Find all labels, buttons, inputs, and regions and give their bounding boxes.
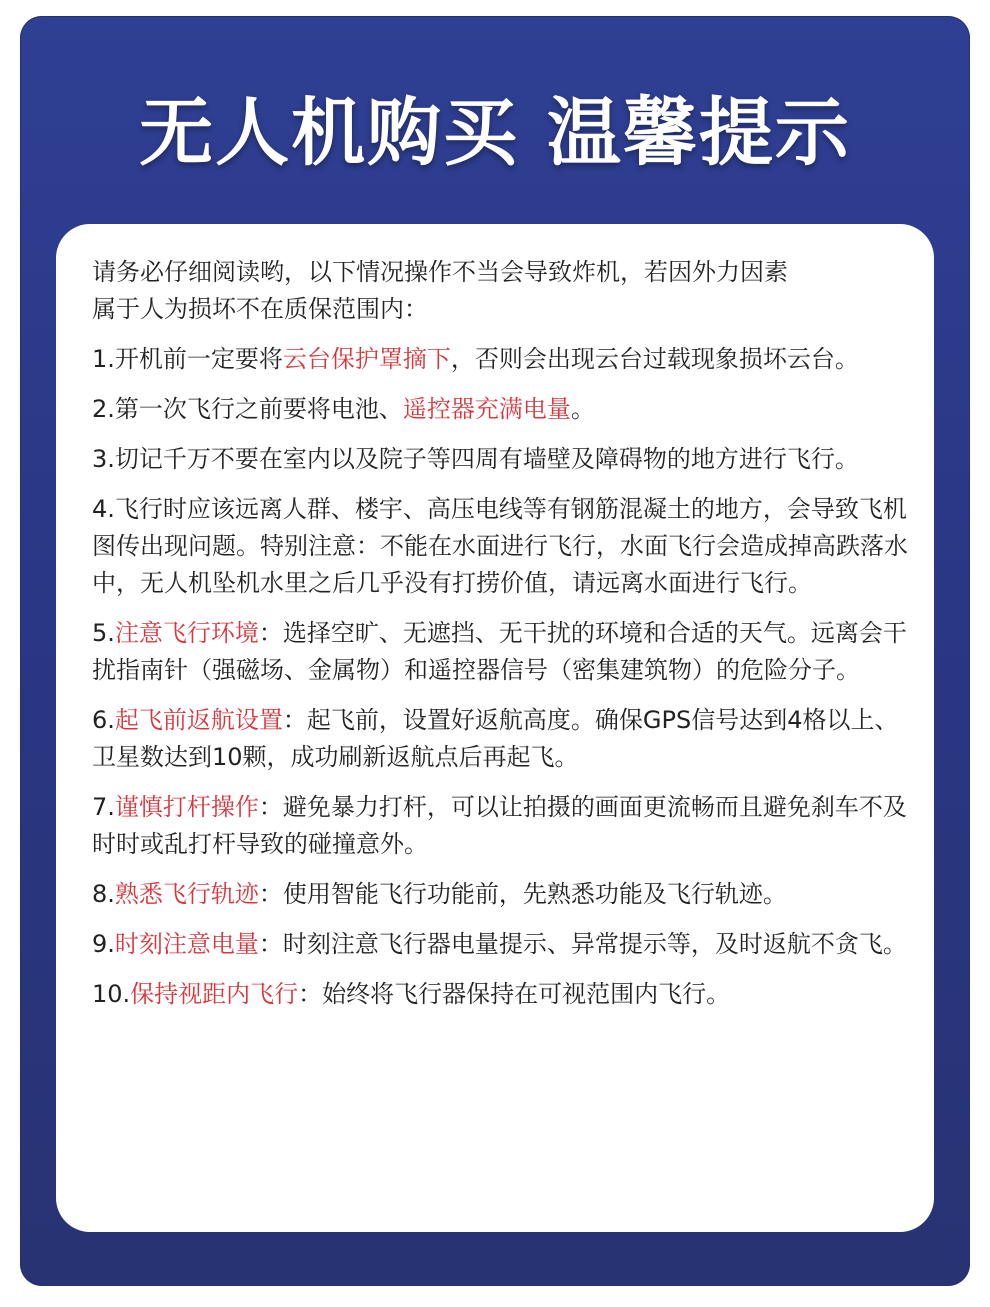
tip-item-4 bbox=[92, 491, 912, 602]
tip-text: 10. bbox=[92, 980, 131, 1008]
tip-text: 3.切记千万不要在室内以及院子等四周有墙壁及障碍物的地方进行飞行。 bbox=[92, 445, 859, 473]
tip-highlight: 遥控器充满电量 bbox=[402, 395, 571, 423]
tip-text: ：使用智能飞行功能前，先熟悉功能及飞行轨迹。 bbox=[258, 880, 787, 908]
tip-text: 8. bbox=[92, 880, 115, 908]
tip-item-7 bbox=[92, 789, 912, 863]
tip-item-2 bbox=[92, 391, 912, 428]
tip-highlight: 熟悉飞行轨迹 bbox=[114, 880, 259, 908]
tip-highlight: 保持视距内飞行 bbox=[130, 980, 299, 1008]
tip-text: ：起飞前，设置好返航高度。确保GPS信号达到4格以上、卫星数达到10颗，成功刷新返航点后再起飞。 bbox=[92, 706, 899, 771]
tip-highlight: 云台保护罩摘下 bbox=[282, 345, 451, 373]
tip-highlight: 注意飞行环境 bbox=[114, 619, 259, 647]
tip-item-8 bbox=[92, 876, 912, 913]
page-title: 无人机购买 温馨提示 bbox=[139, 90, 851, 176]
tip-text: ：时刻注意飞行器电量提示、异常提示等，及时返航不贪飞。 bbox=[258, 930, 907, 958]
tip-text: ：始终将飞行器保持在可视范围内飞行。 bbox=[298, 980, 731, 1008]
tip-text: 9. bbox=[92, 930, 115, 958]
tip-highlight: 起飞前返航设置 bbox=[114, 706, 283, 734]
tip-highlight: 谨慎打杆操作 bbox=[114, 793, 259, 821]
intro-paragraph bbox=[92, 254, 912, 328]
tip-item-9 bbox=[92, 926, 912, 963]
tip-text: ，否则会出现云台过载现象损坏云台。 bbox=[450, 345, 859, 373]
tip-item-6 bbox=[92, 702, 912, 776]
tip-text: ：避免暴力打杆，可以让拍摄的画面更流畅而且避免刹车不及时时或乱打杆导致的碰撞意外。 bbox=[92, 793, 907, 858]
notice-content bbox=[92, 254, 912, 1026]
tip-text: ：选择空旷、无遮挡、无干扰的环境和合适的天气。远离会干扰指南针（强磁场、金属物）和遥控器信号（密集建筑物）的危险分子。 bbox=[92, 619, 907, 684]
tip-text: 。 bbox=[570, 395, 595, 423]
intro-line-2: 属于人为损坏不在质保范围内： bbox=[92, 295, 428, 323]
intro-line-1: 请务必仔细阅读哟，以下情况操作不当会导致炸机，若因外力因素 bbox=[92, 258, 788, 286]
tip-text: 4.飞行时应该远离人群、楼宇、高压电线等有钢筋混凝土的地方，会导致飞机图传出现问题。特别注意：不能在水面进行飞行，水面飞行会造成掉高跌落水中，无人机坠机水里之后几乎没有打捞价值，请远离水面进行飞行。 bbox=[92, 495, 908, 597]
tip-text: 2.第一次飞行之前要将电池、 bbox=[92, 395, 403, 423]
tip-text: 7. bbox=[92, 793, 115, 821]
notice-card bbox=[56, 224, 934, 1232]
tip-highlight: 时刻注意电量 bbox=[114, 930, 259, 958]
tip-text: 1.开机前一定要将 bbox=[92, 345, 283, 373]
tip-item-10 bbox=[92, 976, 912, 1013]
tip-text: 5. bbox=[92, 619, 115, 647]
tip-item-3 bbox=[92, 441, 912, 478]
tip-text: 6. bbox=[92, 706, 115, 734]
tip-item-1 bbox=[92, 341, 912, 378]
tip-item-5 bbox=[92, 615, 912, 689]
